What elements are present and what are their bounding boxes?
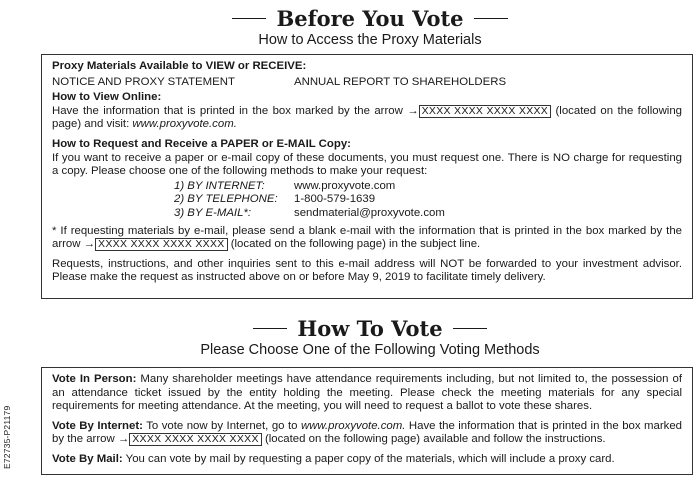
control-number-box: XXXX XXXX XXXX XXXX <box>129 433 262 446</box>
vote-by-internet: Vote By Internet: To vote now by Internet, go to www.proxyvote.com. Have the information that is printed in the box marked by the arrow → XXXX XXXX XXXX XXXX (located on the following page) available and follow the instructions. <box>52 419 683 446</box>
documents-row <box>52 76 682 90</box>
control-number-box: XXXX XXXX XXXX XXXX <box>95 238 228 251</box>
arrow-icon: → <box>407 104 419 117</box>
proxyvote-link[interactable]: www.proxyvote.com. <box>300 419 406 432</box>
section-subtitle: How to Access the Proxy Materials <box>258 32 482 48</box>
heading-rule-right <box>474 18 508 20</box>
proxyvote-link[interactable]: www.proxyvote.com. <box>132 118 237 131</box>
method-internet: 1) BY INTERNET: www.proxyvote.com <box>174 179 396 192</box>
method-telephone: 2) BY TELEPHONE: 1-800-579-1639 <box>174 193 376 206</box>
request-heading: How to Request and Receive a PAPER or E-MAIL Copy: <box>52 137 351 150</box>
proxy-materials-box <box>41 54 693 299</box>
view-online-heading: How to View Online: <box>52 91 162 104</box>
view-online-text: Have the information that is printed in the box marked by the arrow → XXXX XXXX XXXX XXXX (located on the following page) and visit: www.proxyvote.com. <box>52 104 682 131</box>
method-internet-value[interactable]: www.proxyvote.com <box>294 179 396 192</box>
vote-by-mail: Vote By Mail: You can vote by mail by requesting a paper copy of the materials, which will include a proxy card. <box>52 452 615 465</box>
arrow-icon: → <box>117 433 130 446</box>
heading-rule-right <box>453 328 487 330</box>
section-title: Before You Vote <box>276 6 464 31</box>
doc-proxy-statement: NOTICE AND PROXY STATEMENT <box>52 75 235 88</box>
request-text: If you want to receive a paper or e-mail copy of these documents, you must request one. There is NO charge for requesting a copy. Please choose one of the following methods to make your request: <box>52 151 682 178</box>
request-methods-list <box>174 180 682 221</box>
method-email: 3) BY E-MAIL*: sendmaterial@proxyvote.com <box>174 206 445 219</box>
doc-annual-report: ANNUAL REPORT TO SHAREHOLDERS <box>294 75 507 88</box>
section-subtitle: Please Choose One of the Following Voting Methods <box>200 342 540 358</box>
section-title: How To Vote <box>297 316 443 341</box>
email-footnote: * If requesting materials by e-mail, please send a blank e-mail with the information that is printed in the box marked by the arrow → XXXX XXXX XXXX XXXX (located on the following page) in the subject line. <box>52 224 682 251</box>
document-code: E72735-P21179 <box>2 405 12 469</box>
vote-in-person: Vote In Person: Many shareholder meetings have attendance requirements including, but not limited to, the possession of an attendance ticket issued by the entity holding the meeting. Please check the meeting materials for any special requirements for meeting attendance. At the meeting, you will need to request a ballot to vote these shares. <box>52 373 682 413</box>
control-number-box: XXXX XXXX XXXX XXXX <box>419 105 552 118</box>
method-email-value[interactable]: sendmaterial@proxyvote.com <box>294 206 445 219</box>
forwarding-notice: Requests, instructions, and other inquiries sent to this e-mail address will NOT be forwarded to your investment advisor. Please make the request as instructed above on or before May 9, 2019 to facilitate timely delivery. <box>52 257 682 284</box>
method-telephone-value[interactable]: 1-800-579-1639 <box>294 193 376 206</box>
before-you-vote-heading <box>40 6 700 48</box>
arrow-icon: → <box>83 238 96 251</box>
heading-rule-left <box>253 328 287 330</box>
voting-methods-box <box>41 367 693 475</box>
heading-rule-left <box>232 18 266 20</box>
materials-heading: Proxy Materials Available to VIEW or RECEIVE: <box>52 60 307 72</box>
how-to-vote-heading <box>40 316 700 358</box>
